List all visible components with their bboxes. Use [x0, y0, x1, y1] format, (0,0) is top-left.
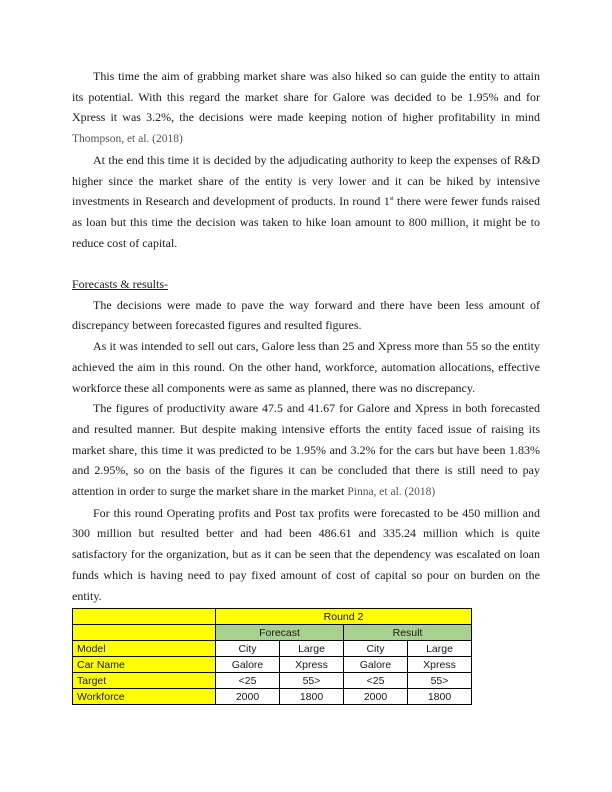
table-cell: 2000 [344, 689, 408, 705]
table-row [73, 689, 472, 705]
paragraph-text: The figures of productivity aware 47.5 and 41.67 for Galore and Xpress in both forecasted and resulted manner. But despite making intensive efforts the entity faced issue of raising its market share, this time it was predicted to be 1.95% and 3.2% for the cars but have been 1.83% and 2.95%, so on the basis of the figures it can be concluded that there is still need to pay attention in order to surge the market share in the market [72, 401, 540, 499]
round-header: Round 2 [216, 609, 472, 625]
paragraph-text: This time the aim of grabbing market share was also hiked so can guide the entity to attain its potential. With this regard the market share for Galore was decided to be 1.95% and for Xpress it was 3.2%, the decisions were made keeping notion of higher profitability in mind [72, 69, 540, 125]
section-heading: Forecasts & results- [72, 277, 168, 292]
paragraph-text: there were fewer funds raised as loan but this time the decision was taken to hike loan amount to 800 million, it might be to reduce cost of capital. [72, 194, 540, 250]
table-cell: 1800 [408, 689, 472, 705]
superscript: st [389, 196, 394, 203]
table-cell: 2000 [216, 689, 280, 705]
table-row [73, 641, 472, 657]
paragraph-rnd [72, 150, 540, 254]
table-cell [73, 625, 216, 641]
row-label: Model [73, 641, 216, 657]
table-cell [73, 609, 216, 625]
paragraph-productivity [72, 398, 540, 503]
table-cell: Large [408, 641, 472, 657]
result-header: Result [344, 625, 472, 641]
paragraph-sales: As it was intended to sell out cars, Galore less than 25 and Xpress more than 55 so the entity achieved the aim in this round. On the other hand, workforce, automation allocations, effective workforce these all components were as same as planned, there was no discrepancy. [72, 339, 540, 395]
paragraph-text: At the end this time it is decided by the adjudicating authority to keep the expenses of R&D higher since the market share of the entity is very lower and it can be hiked by intensive investments in Research and development of products. In round 1 [72, 152, 540, 209]
table-cell: <25 [344, 673, 408, 689]
table-cell: City [216, 641, 280, 657]
table-cell: Large [280, 641, 344, 657]
table-cell: 55> [408, 673, 472, 689]
round-table [72, 608, 472, 705]
table-cell: Xpress [280, 657, 344, 673]
row-label: Target [73, 673, 216, 689]
paragraph-profits: For this round Operating profits and Post tax profits were forecasted to be 450 million and 300 million but resulted better and had been 486.61 and 335.24 million which is quite satisfactory for the organization, but as it can be seen that the dependency was escalated on loan funds which is having need to pay fixed amount of cost of capital so pour on burden on the entity. [72, 505, 540, 603]
citation: Thompson, et al. (2018) [72, 133, 183, 146]
row-label: Car Name [73, 657, 216, 673]
table-cell: Galore [344, 657, 408, 673]
paragraph-decisions: The decisions were made to pave the way forward and there have been less amount of discrepancy between forecasted figures and resulted figures. [72, 297, 540, 333]
citation: Pinna, et al. (2018) [347, 486, 436, 499]
table-cell: City [344, 641, 408, 657]
forecast-header: Forecast [216, 625, 344, 641]
row-label: Workforce [73, 689, 216, 705]
table-row [73, 673, 472, 689]
paragraph-market-share [72, 66, 540, 150]
table-cell: Xpress [408, 657, 472, 673]
table-row [73, 625, 472, 641]
table-row [73, 657, 472, 673]
table-cell: Galore [216, 657, 280, 673]
table-row [73, 609, 472, 625]
table-cell: 55> [280, 673, 344, 689]
document-page [72, 66, 540, 705]
table-cell: <25 [216, 673, 280, 689]
table-cell: 1800 [280, 689, 344, 705]
